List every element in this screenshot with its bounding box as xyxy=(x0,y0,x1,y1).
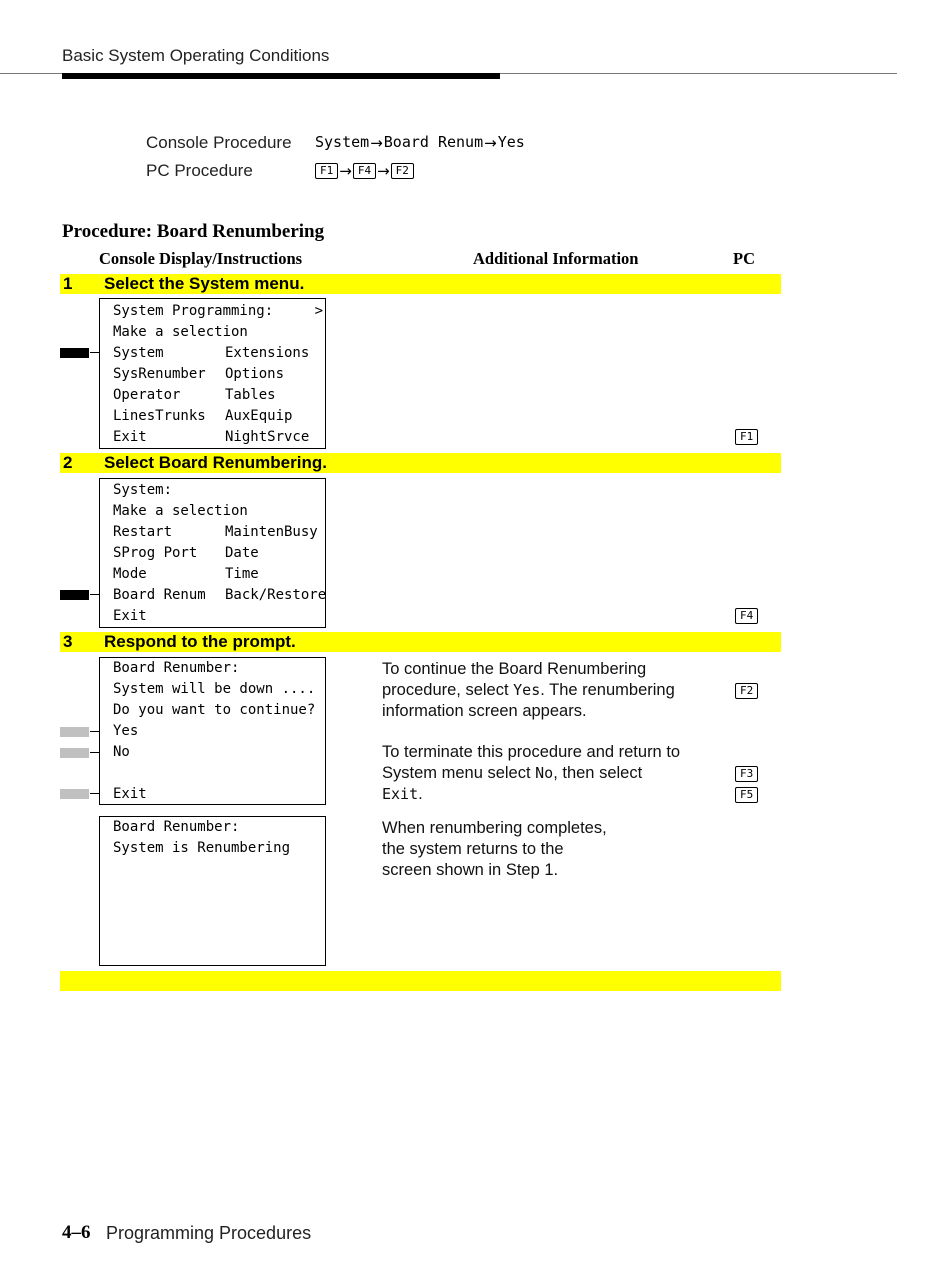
step-title: Select Board Renumbering. xyxy=(104,453,327,472)
header-bar xyxy=(62,73,500,79)
console-step-2: Board Renum xyxy=(383,133,484,151)
step-number: 3 xyxy=(63,632,73,651)
info-line: To terminate this procedure and return to xyxy=(382,743,681,761)
step-number: 1 xyxy=(63,274,73,293)
info-line xyxy=(382,763,680,784)
column-header-pc: PC xyxy=(733,249,755,268)
screen-title: Board Renumber: xyxy=(113,660,240,676)
pc-key-cell xyxy=(735,607,758,625)
menu-option: Mode xyxy=(113,566,147,582)
console-step-3: Yes xyxy=(497,133,525,151)
key-f2-icon: F2 xyxy=(391,163,414,179)
info-text: . The renumbering xyxy=(540,681,675,699)
pc-key-cell xyxy=(735,682,758,700)
marker-leader xyxy=(90,731,99,732)
pc-key-cell xyxy=(735,786,758,804)
menu-option-yes: Yes xyxy=(113,723,139,739)
screen-line: System is Renumbering xyxy=(113,840,291,856)
step-band xyxy=(60,453,781,473)
menu-option: SProg Port xyxy=(113,545,198,561)
key-f4-icon: F4 xyxy=(353,163,376,179)
step-title: Respond to the prompt. xyxy=(104,632,296,651)
chapter-title: Programming Procedures xyxy=(106,1223,312,1243)
console-step-1: System xyxy=(315,133,370,151)
screen-line: Do you want to continue? xyxy=(113,702,316,718)
key-f2-icon: F2 xyxy=(735,683,758,699)
marker-leader xyxy=(90,594,99,595)
column-header-console: Console Display/Instructions xyxy=(99,249,303,268)
info-line: the system returns to the xyxy=(382,840,564,858)
info-line: screen shown in Step 1. xyxy=(382,861,559,879)
marker-leader xyxy=(90,352,99,353)
selection-marker xyxy=(60,727,89,737)
selection-marker xyxy=(60,789,89,799)
step-number: 2 xyxy=(63,453,73,472)
screen-title: System: xyxy=(113,482,173,498)
info-line: information screen appears. xyxy=(382,702,587,720)
info-text: . xyxy=(418,785,423,803)
step-band xyxy=(60,632,781,652)
selection-marker xyxy=(60,590,89,600)
info-line: To continue the Board Renumbering xyxy=(382,660,647,678)
screen-subtitle: Make a selection xyxy=(113,324,248,340)
marker-leader xyxy=(90,752,99,753)
arrow-icon: → xyxy=(370,133,383,152)
menu-option: Restart xyxy=(113,524,173,540)
arrow-icon: → xyxy=(377,162,390,180)
page-number: 4–6 xyxy=(62,1222,91,1243)
selection-marker xyxy=(60,748,89,758)
arrow-icon: → xyxy=(339,162,352,180)
menu-option: Back/Restore xyxy=(225,587,327,603)
additional-info xyxy=(382,818,607,881)
pc-key-cell xyxy=(735,765,758,783)
selection-marker xyxy=(60,348,89,358)
menu-option: Extensions xyxy=(225,345,310,361)
info-key-term: No xyxy=(535,764,554,782)
info-text: System menu select xyxy=(382,764,536,782)
closing-band xyxy=(60,971,781,991)
more-caret-icon: > xyxy=(314,303,323,319)
info-line xyxy=(382,784,680,805)
menu-option: Exit xyxy=(113,429,147,445)
arrow-icon: → xyxy=(484,133,497,152)
screen-line: System will be down .... xyxy=(113,681,316,697)
info-line xyxy=(382,680,680,701)
key-f1-icon: F1 xyxy=(735,429,758,445)
info-line: When renumbering completes, xyxy=(382,819,607,837)
menu-option-exit: Exit xyxy=(113,786,147,802)
info-key-term: Yes xyxy=(513,681,541,699)
info-text: procedure, select xyxy=(382,681,514,699)
menu-option: LinesTrunks xyxy=(113,408,206,424)
marker-leader xyxy=(90,793,99,794)
menu-option-no: No xyxy=(113,744,130,760)
menu-option: Tables xyxy=(225,387,276,403)
menu-option: Options xyxy=(225,366,285,382)
section-title: Procedure: Board Renumbering xyxy=(62,221,325,242)
console-procedure-sequence xyxy=(315,133,525,152)
pc-key-cell xyxy=(735,428,758,446)
info-key-term: Exit xyxy=(382,785,419,803)
key-f5-icon: F5 xyxy=(735,787,758,803)
key-f4-icon: F4 xyxy=(735,608,758,624)
step-title: Select the System menu. xyxy=(104,274,305,293)
menu-option: NightSrvce xyxy=(225,429,310,445)
menu-option: AuxEquip xyxy=(225,408,293,424)
menu-option: System xyxy=(113,345,164,361)
info-spacer xyxy=(382,722,680,742)
screen-title: Board Renumber: xyxy=(113,819,240,835)
running-head: Basic System Operating Conditions xyxy=(62,46,330,65)
console-screen xyxy=(99,816,326,966)
menu-option: Operator xyxy=(113,387,181,403)
console-screen xyxy=(99,657,326,805)
step-band xyxy=(60,274,781,294)
key-f1-icon: F1 xyxy=(315,163,338,179)
console-procedure-label: Console Procedure xyxy=(146,133,292,152)
console-screen xyxy=(99,298,326,449)
console-screen xyxy=(99,478,326,628)
menu-option: MaintenBusy xyxy=(225,524,318,540)
info-text: , then select xyxy=(553,764,643,782)
menu-option: Board Renum xyxy=(113,587,206,603)
pc-procedure-sequence xyxy=(315,162,414,180)
key-f3-icon: F3 xyxy=(735,766,758,782)
menu-option: Date xyxy=(225,545,259,561)
screen-title: System Programming: xyxy=(113,303,274,319)
pc-procedure-label: PC Procedure xyxy=(146,161,253,180)
menu-option: Exit xyxy=(113,608,147,624)
column-header-info: Additional Information xyxy=(473,249,639,268)
menu-option: Time xyxy=(225,566,259,582)
screen-subtitle: Make a selection xyxy=(113,503,248,519)
additional-info xyxy=(382,659,680,805)
menu-option: SysRenumber xyxy=(113,366,206,382)
